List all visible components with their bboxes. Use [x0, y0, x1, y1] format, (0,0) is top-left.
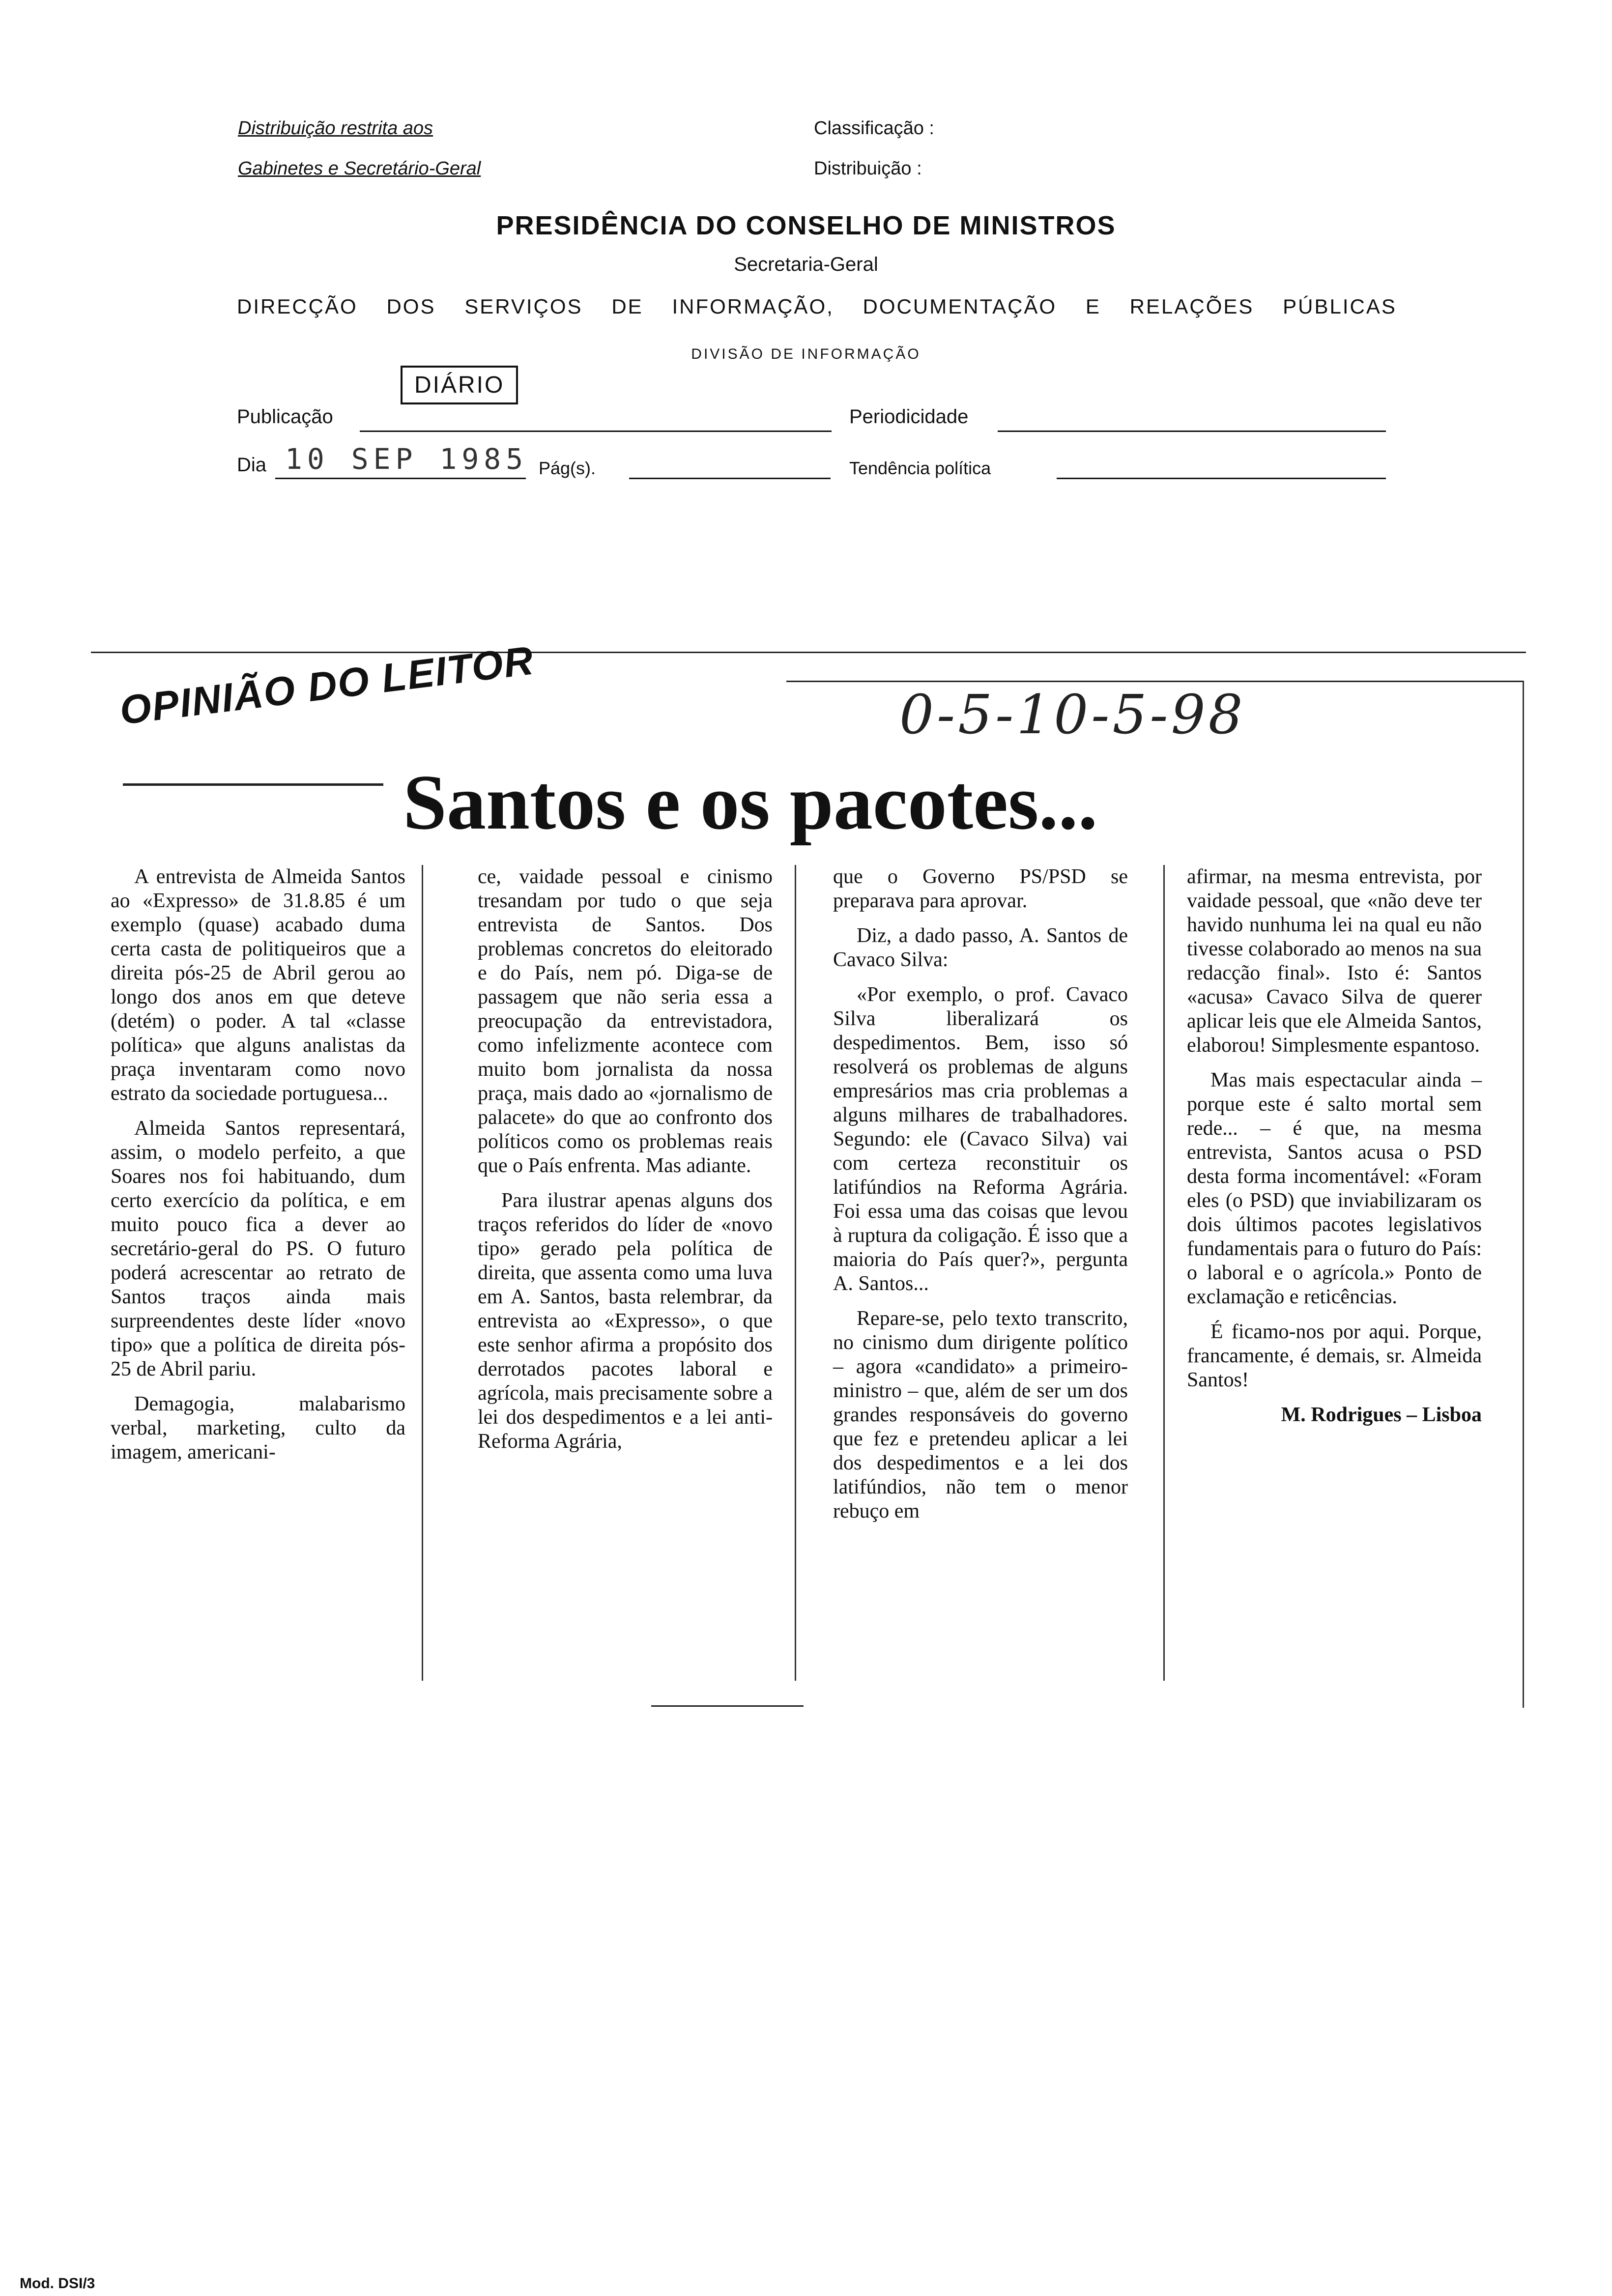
paragraph: afirmar, na mesma entrevista, por vaidade pessoal, que «não deve ter havido nunhuma lei na qual eu não tivesse colaborado ao menos na sua redacção final». Isto é: Santos «acusa» Cavaco Silva de querer aplicar leis que ele Almeida Santos, elaborou! Simplesmente espantoso.: [1187, 865, 1482, 1057]
column-separator-1: [422, 865, 423, 1681]
direccao-word: RELAÇÕES: [1129, 295, 1254, 318]
dia-line: [275, 478, 526, 479]
paragraph: A entrevista de Almeida Santos ao «Expresso» de 31.8.85 é um exemplo (quase) acabado duma certa casta de politiqueiros que a direita pós-25 de Abril gerou ao longo dos anos em que deteve (detém) o poder. A tal «classe política» que alguns analistas da praça inventaram como novo estrato da sociedade portuguesa...: [111, 865, 405, 1105]
classification-label: Classificação :: [814, 118, 934, 139]
paragraph: Diz, a dado passo, A. Santos de Cavaco Silva:: [833, 924, 1128, 971]
handwritten-reference: 0-5-10-5-98: [899, 683, 1246, 746]
secretaria-subtitle: Secretaria-Geral: [734, 254, 878, 275]
periodicidade-label: Periodicidade: [849, 406, 969, 428]
direccao-word: PÚBLICAS: [1283, 295, 1397, 318]
tendencia-label: Tendência política: [849, 458, 991, 478]
article-column-4: [1187, 865, 1482, 1427]
article-end-rule: [651, 1705, 804, 1707]
ministry-title: PRESIDÊNCIA DO CONSELHO DE MINISTROS: [496, 211, 1116, 240]
paragraph: Almeida Santos representará, assim, o modelo perfeito, a que Soares nos foi habituando, dum certo exercício da política, e em muito pouco fica a dever ao secretário-geral do PS. O futuro poderá acrescentar ao retrato de Santos traços ainda mais surpreendentes deste líder «novo tipo» que a política de direita pós-25 de Abril pariu.: [111, 1117, 405, 1380]
column-separator-2: [795, 865, 796, 1681]
paragraph: Demagogia, malabarismo verbal, marketing, culto da imagem, americani-: [111, 1393, 405, 1464]
article-signature: M. Rodrigues – Lisboa: [1281, 1404, 1482, 1426]
distribution-restricted-line1: Distribuição restrita aos: [238, 118, 433, 139]
pags-line: [629, 478, 831, 479]
distribution-label: Distribuição :: [814, 158, 922, 179]
paragraph: Repare-se, pelo texto transcrito, no cinismo dum dirigente político – agora «candidato» a primeiro-ministro – que, além de ser um dos grandes responsáveis do governo que fez e pretendeu aplicar a lei dos despedimentos e a lei dos latifúndios, não tem o menor rebuço em: [833, 1307, 1128, 1522]
paragraph: Para ilustrar apenas alguns dos traços referidos do líder de «novo tipo» gerado pela política de direita, que assenta como uma luva em A. Santos, basta relembrar, da entrevista ao «Expresso», o que este senhor afirma a propósito dos derrotados pacotes laboral e agrícola, mais precisamente sobre a lei dos despedimentos e a lei anti-Reforma Agrária,: [478, 1189, 773, 1453]
paragraph: que o Governo PS/PSD se preparava para aprovar.: [833, 865, 1128, 912]
direccao-word: DOS: [386, 295, 436, 318]
direccao-word: DE: [611, 295, 643, 318]
direccao-heading: [237, 295, 1397, 318]
publicacao-stamp: DIÁRIO: [401, 366, 518, 404]
paragraph: ce, vaidade pessoal e cinismo tresandam por tudo o que seja entrevista de Santos. Dos problemas concretos do eleitorado e do País, nem pó. Diga-se de passagem que não seria essa a preocupação da entrevistadora, como infelizmente acontece com muito bom jornalista da nossa praça, mais dado ao «jornalismo de palacete» do que ao confronto dos políticos como os problemas reais que o País enfrenta. Mas adiante.: [478, 865, 773, 1177]
clipping-top-rule: [91, 652, 1526, 653]
paragraph: É ficamo-nos por aqui. Porque, francamente, é demais, sr. Almeida Santos!: [1187, 1320, 1482, 1391]
form-model-code: Mod. DSI/3: [20, 2275, 95, 2292]
distribution-restricted-line2: Gabinetes e Secretário-Geral: [238, 158, 481, 179]
periodicidade-line: [998, 430, 1386, 432]
paragraph: Mas mais espectacular ainda – porque este é salto mortal sem rede... – é que, na mesma entrevista, Santos acusa o PSD desta forma incomentável: «Foram eles (o PSD) que inviabilizaram os dois últimos pacotes legislativos fundamentais para o futuro do País: o laboral e o agrícola.» Ponto de exclamação e reticências.: [1187, 1069, 1482, 1308]
divisao-label: DIVISÃO DE INFORMAÇÃO: [691, 346, 921, 362]
article-right-border: [1523, 681, 1524, 1708]
direccao-word: INFORMAÇÃO,: [672, 295, 834, 318]
article-top-rule: [786, 681, 1524, 682]
direccao-word: DIRECÇÃO: [237, 295, 358, 318]
section-label: OPINIÃO DO LEITOR: [117, 638, 537, 734]
paragraph: «Por exemplo, o prof. Cavaco Silva liberalizará os despedimentos. Bem, isso só resolverá os problemas de alguns empresários mas cria problemas a alguns milhares de trabalhadores. Segundo: ele (Cavaco Silva) vai com certeza reconstituir os latifúndios na Reforma Agrária. Foi essa uma das coisas que levou à ruptura da coligação. É isso que a maioria do País quer?», pergunta A. Santos...: [833, 983, 1128, 1295]
tendencia-line: [1057, 478, 1386, 479]
article-column-2: [478, 865, 773, 1454]
pags-label: Pág(s).: [539, 458, 596, 478]
direccao-word: DOCUMENTAÇÃO: [863, 295, 1057, 318]
direccao-word: E: [1085, 295, 1101, 318]
section-underline: [123, 783, 383, 786]
date-stamp: 10 SEP 1985: [285, 442, 528, 476]
dia-label: Dia: [237, 454, 267, 476]
article-headline: Santos e os pacotes...: [403, 758, 1098, 846]
article-column-3: [833, 865, 1128, 1523]
publicacao-label: Publicação: [237, 406, 333, 428]
direccao-word: SERVIÇOS: [464, 295, 583, 318]
column-separator-3: [1163, 865, 1165, 1681]
publicacao-line: [360, 430, 832, 432]
article-column-1: [111, 865, 405, 1464]
